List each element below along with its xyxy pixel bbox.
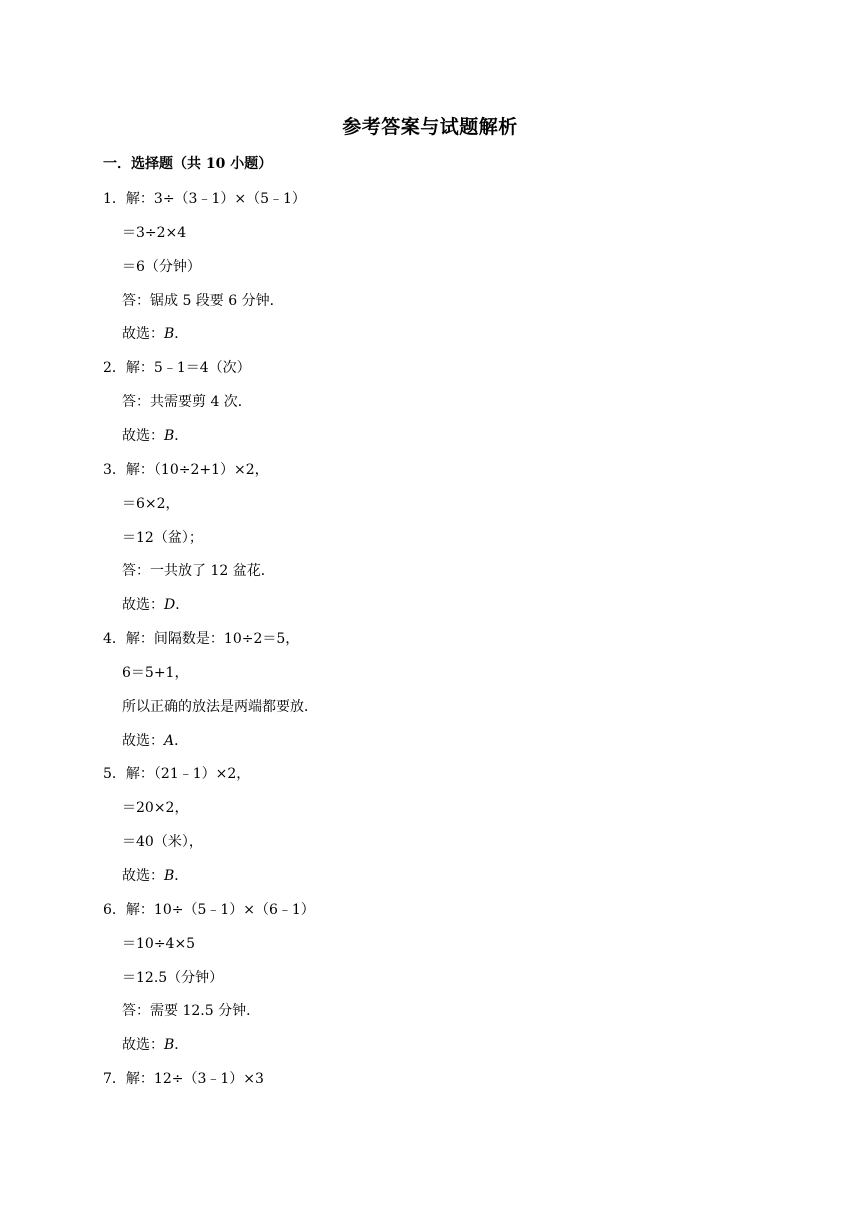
solution-step-line bbox=[122, 561, 275, 581]
line-text: 6．解：10÷（5﹣1）×（6﹣1） bbox=[103, 901, 315, 918]
solution-step-line bbox=[122, 798, 188, 818]
question-answer-line bbox=[103, 189, 306, 209]
line-punctuation: ． bbox=[174, 326, 189, 343]
line-text: 故选： bbox=[122, 326, 164, 343]
line-text: ＝12（盆）； bbox=[122, 529, 203, 546]
solution-step-line bbox=[122, 934, 195, 954]
solution-step-line bbox=[122, 494, 180, 514]
solution-step-line bbox=[122, 528, 203, 548]
solution-step-line bbox=[122, 1035, 188, 1055]
solution-step-line bbox=[122, 291, 284, 311]
line-text: ＝10÷4×5 bbox=[122, 935, 196, 952]
question-answer-line bbox=[103, 629, 299, 649]
line-text: 6＝5+1， bbox=[122, 664, 189, 681]
solution-step-line bbox=[122, 1001, 260, 1021]
line-text: 2．解：5﹣1＝4（次） bbox=[103, 360, 251, 377]
line-text: ＝12.5（分钟） bbox=[122, 969, 224, 986]
line-punctuation: ． bbox=[174, 1037, 189, 1054]
question-answer-line bbox=[103, 764, 250, 784]
answer-choice-letter: B bbox=[164, 868, 175, 884]
line-text: 4．解：间隔数是：10÷2＝5， bbox=[103, 631, 300, 648]
answer-choice-letter: B bbox=[164, 1037, 175, 1054]
line-text: 答：一共放了 12 盆花． bbox=[122, 563, 275, 580]
solution-step-line bbox=[122, 595, 189, 615]
solution-step-line bbox=[122, 663, 188, 683]
solution-step-line bbox=[122, 697, 318, 717]
line-text: 故选： bbox=[122, 597, 164, 614]
line-text: 答：锯成 5 段要 6 分钟． bbox=[122, 292, 284, 309]
solution-step-line bbox=[122, 324, 188, 344]
line-text: 答：共需要剪 4 次． bbox=[122, 394, 252, 411]
line-text: ＝6（分钟） bbox=[122, 258, 201, 275]
line-punctuation: ． bbox=[175, 597, 190, 614]
answer-choice-letter: A bbox=[164, 732, 175, 749]
solution-step-line bbox=[122, 392, 252, 412]
solution-step-line bbox=[122, 223, 186, 243]
solution-step-line bbox=[122, 426, 188, 446]
question-answer-line bbox=[103, 358, 251, 378]
line-text: 所以正确的放法是两端都要放． bbox=[122, 698, 318, 715]
line-text: 答：需要 12.5 分钟． bbox=[122, 1003, 261, 1020]
solution-step-line bbox=[122, 968, 223, 988]
line-punctuation: ． bbox=[174, 427, 189, 444]
line-text: 1．解：3÷（3﹣1）×（5﹣1） bbox=[103, 191, 306, 207]
section-heading: 一．选择题（共 10 小题） bbox=[103, 156, 273, 172]
line-punctuation: ． bbox=[174, 868, 189, 884]
line-text: 3．解：（10÷2+1）×2， bbox=[103, 461, 269, 478]
page-title: 参考答案与试题解析 bbox=[342, 116, 518, 138]
line-text: 故选： bbox=[122, 427, 164, 444]
line-text: 7．解：12÷（3﹣1）×3 bbox=[103, 1071, 264, 1088]
line-text: ＝3÷2×4 bbox=[122, 224, 187, 241]
line-text: ＝20×2， bbox=[122, 800, 189, 817]
solution-step-line bbox=[122, 257, 201, 277]
solution-step-line bbox=[122, 832, 203, 852]
answer-choice-letter: B bbox=[164, 427, 175, 444]
question-answer-line bbox=[103, 1069, 264, 1089]
line-text: 故选： bbox=[122, 732, 164, 749]
answer-choice-letter: B bbox=[164, 326, 175, 343]
line-text: 故选： bbox=[122, 868, 164, 884]
line-text: 5．解：（21﹣1）×2， bbox=[103, 766, 251, 783]
answer-choice-letter: D bbox=[164, 597, 176, 614]
question-answer-line bbox=[103, 900, 315, 920]
line-punctuation: ． bbox=[174, 732, 189, 749]
solution-step-line bbox=[122, 731, 188, 751]
solution-step-line bbox=[122, 866, 188, 886]
line-text: 故选： bbox=[122, 1037, 164, 1054]
line-text: ＝40（米）， bbox=[122, 834, 203, 851]
line-text: ＝6×2， bbox=[122, 495, 180, 512]
question-answer-line bbox=[103, 460, 269, 480]
